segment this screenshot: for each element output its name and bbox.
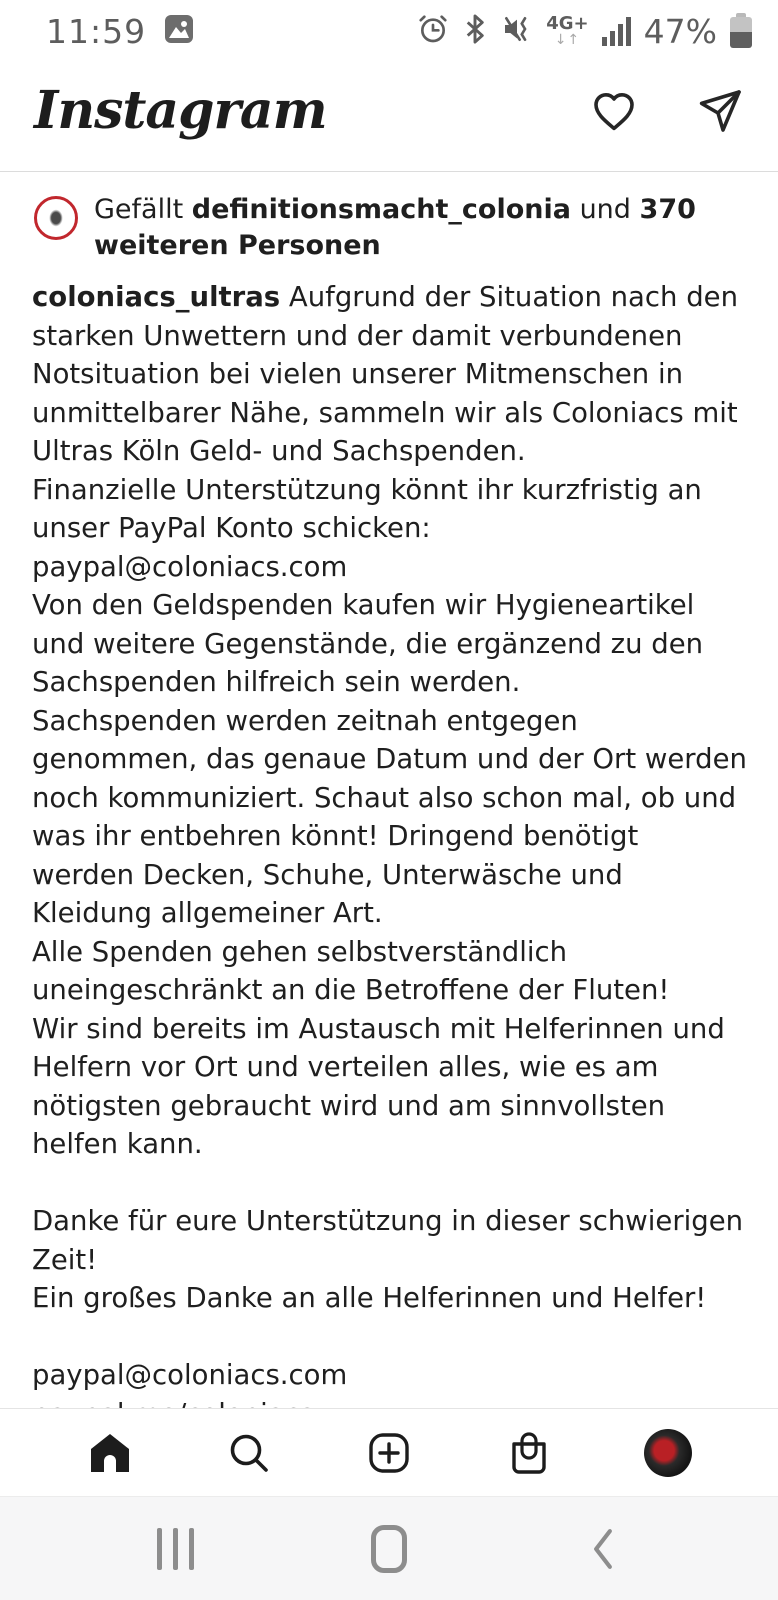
search-tab[interactable] [224,1428,274,1478]
alarm-icon [417,13,449,49]
back-chevron-icon [588,1527,618,1571]
home-tab[interactable] [85,1428,135,1478]
likes-prefix: Gefällt [94,194,184,225]
caption-spacer [32,1164,748,1203]
network-type-indicator: 4G+ ↓↑ [546,13,589,48]
gallery-notification-icon [162,12,196,50]
android-home-button[interactable] [356,1523,422,1575]
battery-percent: 47% [643,11,717,51]
android-home-icon [371,1525,407,1573]
caption-line: Aufgrund der Situation nach den starken Unwettern und der damit verbundenen Notsituation bei vielen unserer Mitmenschen in unmittelbarer Nähe, sammeln wir als Coloniacs mit Ultras Köln Geld- und Sachspenden. [32,281,739,467]
direct-messages-icon[interactable] [696,87,744,135]
caption-paypal-email: paypal@coloniacs.com [32,1359,348,1391]
post-username[interactable]: coloniacs_ultras [32,281,281,313]
caption-line: Danke für eure Unterstützung in dieser schwierigen Zeit! [32,1205,744,1276]
caption-line: Von den Geldspenden kaufen wir Hygieneartikel und weitere Gegenstände, die ergänzend zu den Sachspenden hilfreich sein werden. [32,589,704,698]
caption-line: Sachspenden werden zeitnah entgegen genommen, das genaue Datum und der Ort werden noch kommuniziert. Schaut also schon mal, ob und was ihr entbehren könnt! Dringend benötigt werden Decken, Schuhe, Unterwäsche und Kleidung allgemeiner Art. [32,704,747,929]
liker-username[interactable]: definitionsmacht_colonia [191,194,571,225]
post-caption [0,270,778,1433]
caption-line: Alle Spenden gehen selbstverständlich uneingeschränkt an die Betroffene der Fluten! [32,935,670,1006]
clock-time: 11:59 [46,11,147,51]
instagram-bottom-nav [0,1408,778,1496]
profile-avatar [644,1429,692,1477]
instagram-header [0,56,778,172]
caption-line: Ein großes Danke an alle Helferinnen und Helfer! [32,1282,707,1314]
liker-avatar[interactable] [34,196,78,240]
instagram-logo[interactable]: Instagram [34,80,327,141]
bluetooth-icon [462,13,488,49]
android-navigation-bar [0,1496,778,1600]
likes-count[interactable]: 370 weiteren Personen [94,194,696,261]
network-arrows: ↓↑ [554,32,581,48]
shop-tab[interactable] [504,1428,554,1478]
likes-connector: und [579,194,631,225]
new-post-tab[interactable] [364,1428,414,1478]
profile-tab[interactable] [643,1428,693,1478]
status-bar [0,0,778,56]
caption-line: Finanzielle Unterstützung könnt ihr kurzfristig an unser PayPal Konto schicken: paypal@coloniacs.com [32,473,702,583]
recent-apps-button[interactable] [142,1523,208,1575]
battery-icon [730,13,752,49]
caption-spacer [32,1318,748,1357]
likes-row [0,172,778,270]
activity-heart-icon[interactable] [590,87,638,135]
vibrate-icon [501,13,533,49]
recent-apps-icon [157,1528,194,1570]
signal-strength-icon [602,16,631,46]
likes-text[interactable] [94,192,748,264]
caption-line: Wir sind bereits im Austausch mit Helferinnen und Helfern vor Ort und verteilen alles, wie es am nötigsten gebraucht wird und am sinnvollsten helfen kann. [32,1012,725,1160]
android-back-button[interactable] [570,1523,636,1575]
